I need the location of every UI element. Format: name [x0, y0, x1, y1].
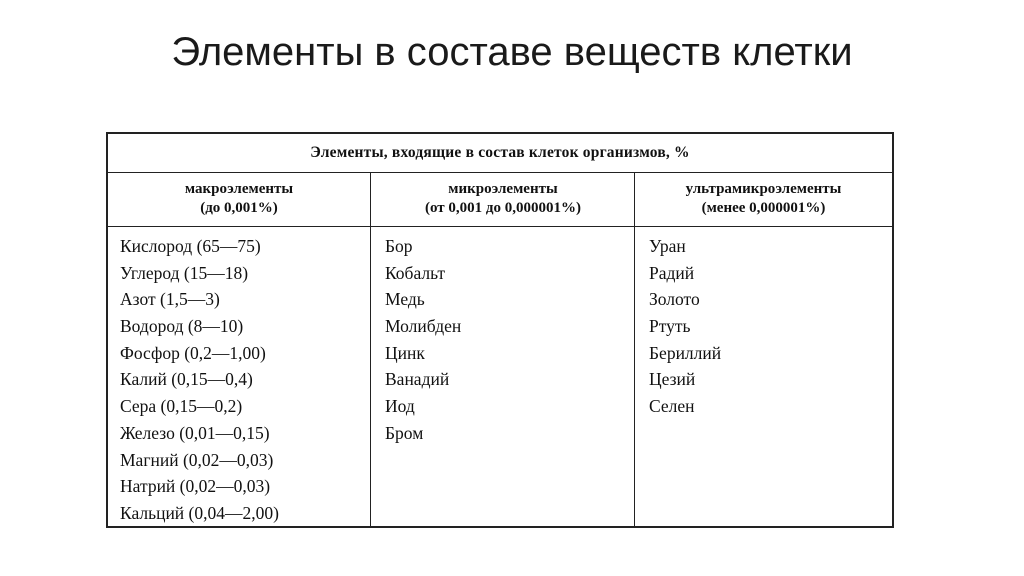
list-item: Ванадий [385, 369, 450, 390]
list-item: Селен [649, 396, 695, 417]
list-item: Уран [649, 236, 686, 256]
column-header [635, 172, 892, 227]
column-ultramicroelements [634, 172, 892, 526]
column-header-title: макроэлементы [184, 181, 294, 197]
elements-table [106, 132, 894, 528]
element-list [371, 227, 635, 447]
column-header [371, 172, 635, 227]
list-item: Радий [649, 262, 695, 283]
column-header-range: (до 0,001%) [200, 200, 278, 216]
column-header [108, 172, 370, 227]
list-item: Фосфор (0,2—1,00) [120, 342, 266, 363]
list-item: Углерод (15—18) [120, 262, 249, 283]
table-caption: Элементы, входящие в состав клеток организмов, % [108, 134, 892, 173]
column-macroelements [108, 172, 370, 526]
list-item: Молибден [385, 316, 462, 337]
list-item: Кальций (0,04—2,00) [120, 502, 279, 523]
list-item: Водород (8—10) [120, 316, 244, 337]
list-item: Бериллий [649, 342, 722, 363]
column-header-title: ультрамикроэлементы [685, 181, 842, 197]
list-item: Иод [385, 396, 415, 417]
element-list [635, 227, 892, 420]
list-item: Калий (0,15—0,4) [120, 369, 253, 390]
list-item: Азот (1,5—3) [120, 289, 220, 310]
list-item: Золото [649, 289, 700, 310]
column-header-range: (менее 0,000001%) [701, 200, 826, 216]
list-item: Натрий (0,02—0,03) [120, 476, 271, 497]
element-list [108, 227, 370, 527]
column-microelements [370, 172, 635, 526]
list-item: Магний (0,02—0,03) [120, 449, 274, 470]
list-item: Ртуть [649, 316, 691, 337]
list-item: Цезий [649, 369, 696, 390]
column-header-range: (от 0,001 до 0,000001%) [425, 200, 581, 216]
column-header-title: микроэлементы [448, 181, 558, 197]
list-item: Кобальт [385, 262, 446, 283]
slide-title: Элементы в составе веществ клетки [171, 30, 853, 74]
list-item: Кислород (65—75) [120, 236, 261, 256]
list-item: Медь [385, 289, 425, 310]
list-item: Сера (0,15—0,2) [120, 396, 243, 417]
list-item: Бор [385, 236, 413, 256]
list-item: Железо (0,01—0,15) [120, 422, 270, 443]
list-item: Бром [385, 422, 424, 443]
list-item: Цинк [385, 342, 425, 363]
